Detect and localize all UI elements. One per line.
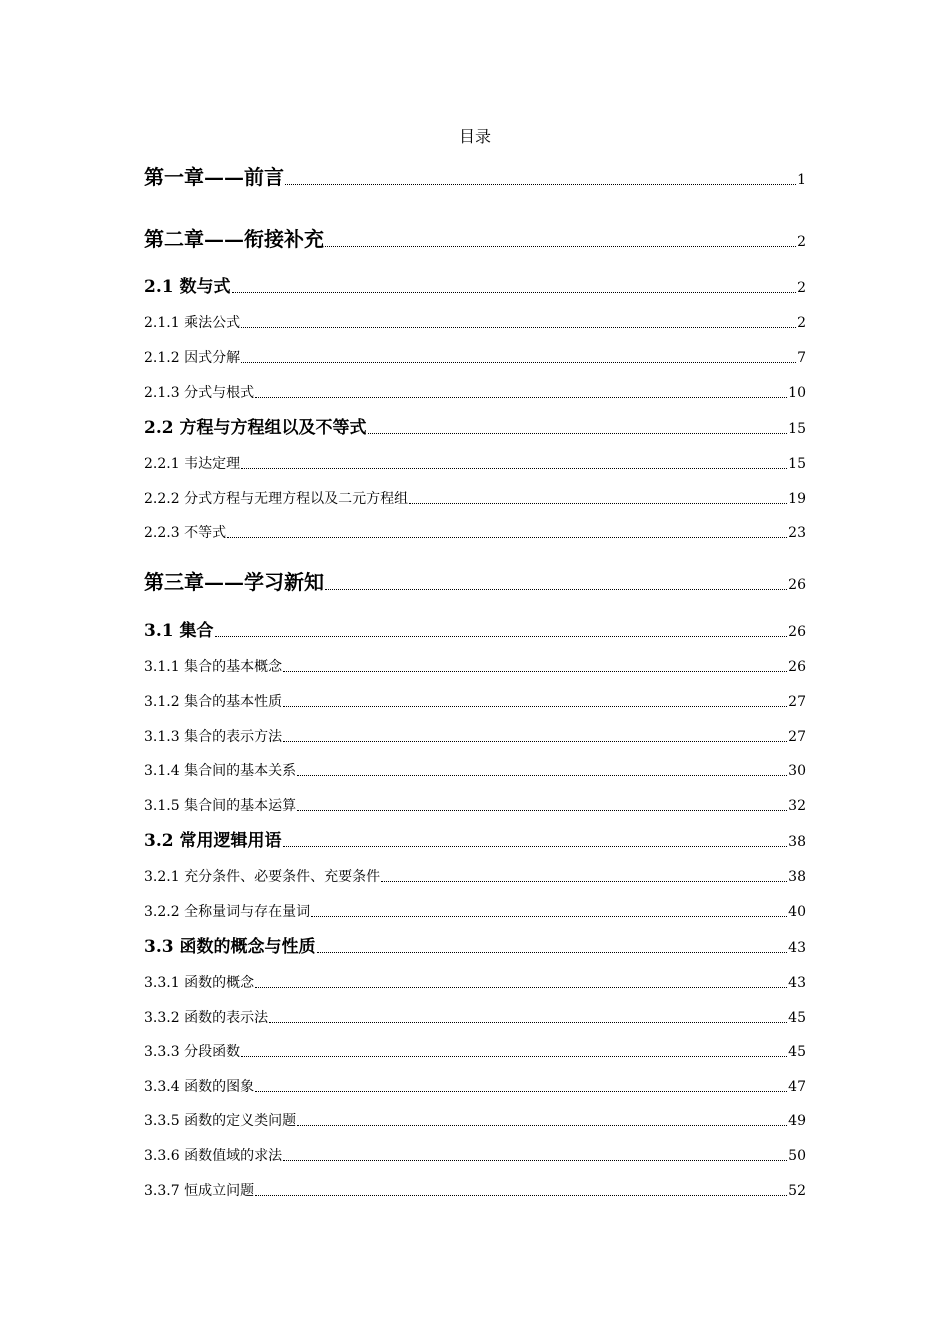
dot-leader bbox=[283, 846, 788, 847]
toc-entry-title: 第一章——前言 bbox=[144, 165, 284, 189]
toc-entry-subsection-3-3-6[interactable] bbox=[144, 1146, 806, 1166]
dot-leader bbox=[269, 1022, 787, 1023]
toc-page-number: 15 bbox=[788, 421, 806, 437]
toc-entry-chapter-3[interactable] bbox=[144, 569, 806, 595]
dot-leader bbox=[255, 397, 787, 398]
dot-leader bbox=[317, 952, 788, 953]
toc-entry-subsection-2-1-3[interactable] bbox=[144, 383, 806, 403]
toc-entry-section-2-1[interactable] bbox=[144, 276, 806, 298]
toc-entry-title: 3.3.7 恒成立问题 bbox=[144, 1183, 255, 1199]
dot-leader bbox=[311, 916, 787, 917]
toc-page-number: 7 bbox=[797, 350, 806, 366]
dot-leader bbox=[283, 671, 787, 672]
toc-page-number: 52 bbox=[788, 1183, 806, 1199]
dot-leader bbox=[241, 468, 787, 469]
toc-page-number: 30 bbox=[788, 763, 806, 779]
toc-page-number: 45 bbox=[788, 1010, 806, 1026]
toc-entry-chapter-1[interactable] bbox=[144, 164, 806, 190]
toc-entry-title: 3.1.2 集合的基本性质 bbox=[144, 694, 283, 710]
toc-entry-subsection-3-3-3[interactable] bbox=[144, 1042, 806, 1062]
dot-leader bbox=[325, 246, 796, 247]
toc-page-number: 38 bbox=[788, 834, 806, 850]
dot-leader bbox=[255, 1195, 787, 1196]
dot-leader bbox=[255, 1091, 787, 1092]
toc-page-number: 1 bbox=[797, 172, 806, 188]
toc-entry-title: 2.1.1 乘法公式 bbox=[144, 315, 241, 331]
toc-entry-title: 第三章——学习新知 bbox=[144, 570, 324, 594]
toc-page-number: 26 bbox=[788, 577, 806, 593]
dot-leader bbox=[285, 184, 796, 185]
toc-page-number: 26 bbox=[788, 659, 806, 675]
dot-leader bbox=[241, 327, 796, 328]
dot-leader bbox=[241, 1056, 787, 1057]
toc-entry-title: 3.1.1 集合的基本概念 bbox=[144, 659, 283, 675]
toc-page-number: 47 bbox=[788, 1079, 806, 1095]
toc-entry-subsection-2-2-1[interactable] bbox=[144, 454, 806, 474]
toc-page-number: 43 bbox=[788, 940, 806, 956]
toc-entry-title: 第二章——衔接补充 bbox=[144, 227, 324, 251]
toc-entry-title: 3.3.2 函数的表示法 bbox=[144, 1010, 269, 1026]
toc-entry-title: 3.2.2 全称量词与存在量词 bbox=[144, 904, 311, 920]
dot-leader bbox=[241, 362, 796, 363]
toc-page-number: 50 bbox=[788, 1148, 806, 1164]
toc-entry-section-3-1[interactable] bbox=[144, 620, 806, 642]
toc-entry-subsection-3-1-3[interactable] bbox=[144, 727, 806, 747]
toc-entry-title: 3.3.6 函数值域的求法 bbox=[144, 1148, 283, 1164]
toc-entry-section-2-2[interactable] bbox=[144, 417, 806, 439]
toc-page-number: 2 bbox=[797, 280, 806, 296]
toc-entry-subsection-3-1-4[interactable] bbox=[144, 761, 806, 781]
toc-entry-title: 3.3.1 函数的概念 bbox=[144, 975, 255, 991]
toc-entry-title: 3.3.5 函数的定义类问题 bbox=[144, 1113, 297, 1129]
toc-entry-title: 2.2 方程与方程组以及不等式 bbox=[144, 418, 367, 438]
page-title: 目录 bbox=[458, 127, 491, 146]
dot-leader bbox=[297, 1125, 787, 1126]
toc-entry-subsection-3-1-1[interactable] bbox=[144, 657, 806, 677]
toc-entry-title: 2.1.2 因式分解 bbox=[144, 350, 241, 366]
toc-entry-title: 3.1.3 集合的表示方法 bbox=[144, 729, 283, 745]
toc-page-number: 43 bbox=[788, 975, 806, 991]
dot-leader bbox=[283, 741, 787, 742]
toc-entry-subsection-3-3-7[interactable] bbox=[144, 1181, 806, 1201]
dot-leader bbox=[215, 636, 788, 637]
toc-page-number: 15 bbox=[788, 456, 806, 472]
dot-leader bbox=[409, 503, 787, 504]
dot-leader bbox=[227, 537, 787, 538]
toc-page-number: 27 bbox=[788, 694, 806, 710]
toc-entry-subsection-2-1-2[interactable] bbox=[144, 348, 806, 368]
dot-leader bbox=[255, 987, 787, 988]
dot-leader bbox=[283, 706, 787, 707]
dot-leader bbox=[297, 775, 787, 776]
toc-entry-title: 2.1 数与式 bbox=[144, 277, 231, 297]
toc-entry-subsection-3-3-2[interactable] bbox=[144, 1008, 806, 1028]
toc-entry-title: 3.1 集合 bbox=[144, 621, 214, 641]
toc-entry-subsection-2-2-2[interactable] bbox=[144, 489, 806, 509]
toc-entry-section-3-2[interactable] bbox=[144, 830, 806, 852]
toc-entry-subsection-2-1-1[interactable] bbox=[144, 313, 806, 333]
dot-leader bbox=[232, 292, 797, 293]
toc-page-number: 40 bbox=[788, 904, 806, 920]
toc-entry-subsection-3-3-1[interactable] bbox=[144, 973, 806, 993]
toc-entry-subsection-3-1-5[interactable] bbox=[144, 796, 806, 816]
toc-entry-title: 2.1.3 分式与根式 bbox=[144, 385, 255, 401]
toc-entry-title: 3.1.4 集合间的基本关系 bbox=[144, 763, 297, 779]
toc-entry-subsection-3-2-1[interactable] bbox=[144, 867, 806, 887]
toc-entry-subsection-2-2-3[interactable] bbox=[144, 523, 806, 543]
toc-entry-title: 3.1.5 集合间的基本运算 bbox=[144, 798, 297, 814]
toc-page-number: 19 bbox=[788, 491, 806, 507]
toc-entry-subsection-3-2-2[interactable] bbox=[144, 902, 806, 922]
toc-page-number: 23 bbox=[788, 525, 806, 541]
toc-page-number: 26 bbox=[788, 624, 806, 640]
toc-entry-title: 3.2.1 充分条件、必要条件、充要条件 bbox=[144, 869, 381, 885]
toc-page-number: 2 bbox=[797, 315, 806, 331]
dot-leader bbox=[381, 881, 787, 882]
dot-leader bbox=[368, 433, 788, 434]
toc-page-number: 27 bbox=[788, 729, 806, 745]
toc-entry-subsection-3-1-2[interactable] bbox=[144, 692, 806, 712]
toc-page-number: 49 bbox=[788, 1113, 806, 1129]
toc-entry-title: 2.2.1 韦达定理 bbox=[144, 456, 241, 472]
toc-entry-title: 3.3.4 函数的图象 bbox=[144, 1079, 255, 1095]
toc-entry-subsection-3-3-4[interactable] bbox=[144, 1077, 806, 1097]
toc-page-number: 10 bbox=[788, 385, 806, 401]
toc-entry-title: 2.2.3 不等式 bbox=[144, 525, 227, 541]
dot-leader bbox=[325, 589, 787, 590]
toc-entry-subsection-3-3-5[interactable] bbox=[144, 1111, 806, 1131]
toc-entry-section-3-3[interactable] bbox=[144, 936, 806, 958]
toc-entry-title: 3.3.3 分段函数 bbox=[144, 1044, 241, 1060]
toc-entry-title: 2.2.2 分式方程与无理方程以及二元方程组 bbox=[144, 491, 409, 507]
toc-page-number: 2 bbox=[797, 234, 806, 250]
dot-leader bbox=[283, 1160, 787, 1161]
toc-page-number: 32 bbox=[788, 798, 806, 814]
toc-page-number: 38 bbox=[788, 869, 806, 885]
dot-leader bbox=[297, 810, 787, 811]
toc-entry-chapter-2[interactable] bbox=[144, 226, 806, 252]
toc-entry-title: 3.2 常用逻辑用语 bbox=[144, 831, 282, 851]
toc-page-number: 45 bbox=[788, 1044, 806, 1060]
toc-entry-title: 3.3 函数的概念与性质 bbox=[144, 937, 316, 957]
